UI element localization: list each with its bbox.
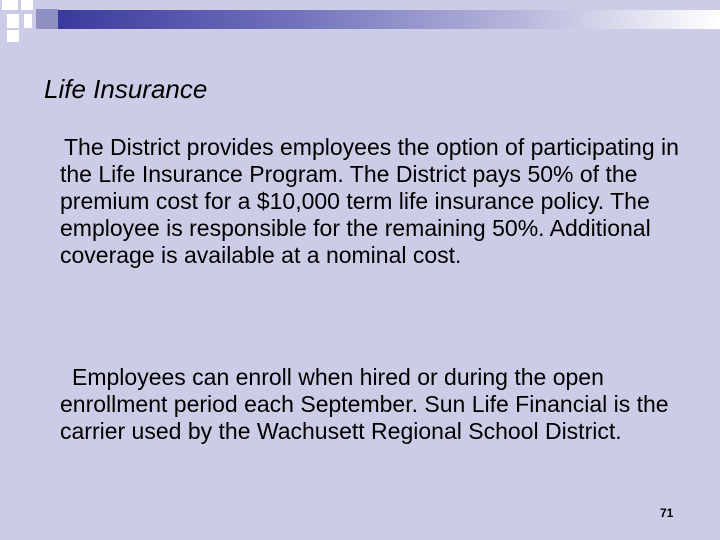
decor-square — [7, 30, 19, 42]
decor-square — [21, 0, 33, 10]
decor-square — [2, 0, 18, 10]
body-paragraph-1: The District provides employees the option of participating in the Life Insurance Program. The District pays 50% of the premium cost for a $10,000 term life insurance policy. The employee is responsible for the remaining 50%. Additional coverage is available at a nominal cost. — [60, 134, 679, 268]
body-paragraph-2: Employees can enroll when hired or during the open enrollment period each September. Sun Life Financial is the carrier used by the Wachusett Regional School District. — [60, 364, 669, 444]
slide-title: Life Insurance — [44, 74, 208, 104]
header-decoration — [0, 0, 720, 40]
header-gradient-bar — [58, 10, 720, 29]
decor-square — [24, 14, 32, 28]
page-number: 71 — [660, 506, 674, 520]
decor-square — [7, 14, 19, 28]
decor-square — [36, 9, 58, 29]
